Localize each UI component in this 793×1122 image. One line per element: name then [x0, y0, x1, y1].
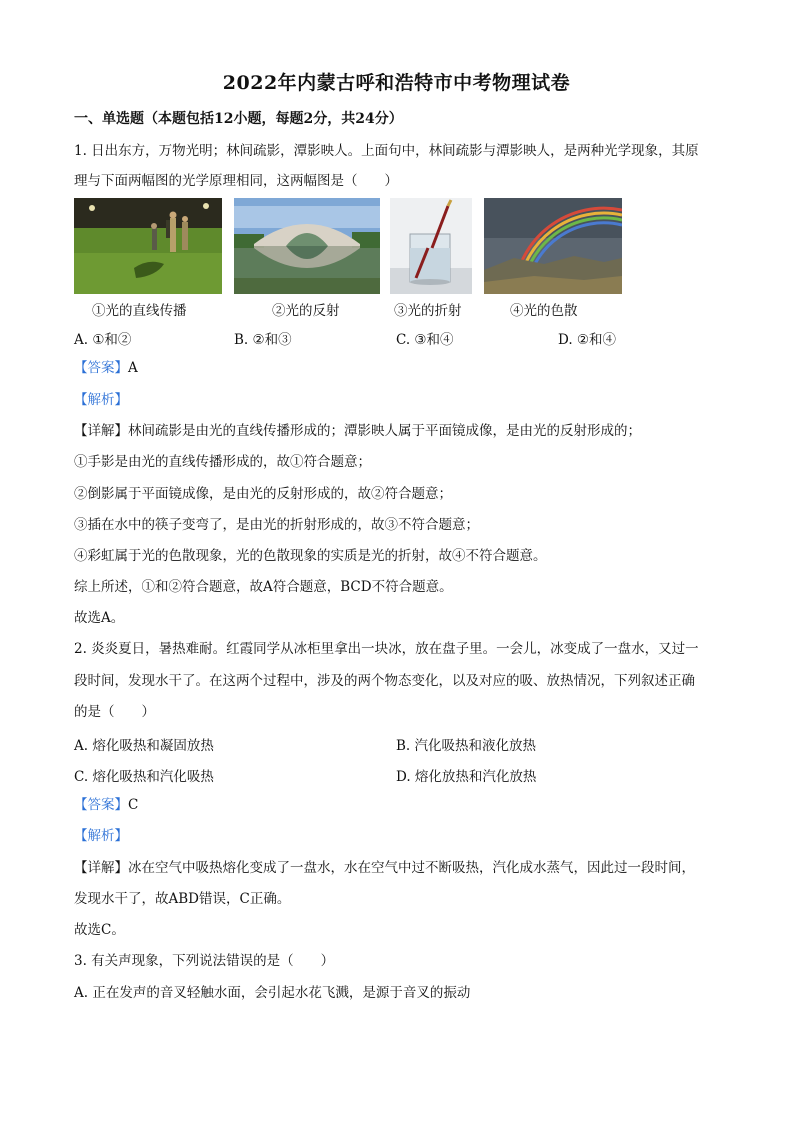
- caption-2: ②光的反射: [272, 303, 340, 319]
- q1-detail-line-1: [74, 422, 641, 440]
- q1-detail-line-2: ①手影是由光的直线传播形成的，故①符合题意；: [74, 454, 371, 470]
- q2-option-b: B. 汽化吸热和液化放热: [396, 738, 537, 754]
- answer-tag: 【答案】: [74, 360, 128, 376]
- q1-option-a: A. ①和②: [74, 332, 132, 348]
- answer-value: A: [128, 360, 138, 376]
- figure-reflection: [234, 198, 380, 319]
- answer-tag: 【答案】: [74, 797, 128, 813]
- q2-stem-line-2: 段时间，发现水干了。在这两个过程中，涉及的两个物态变化，以及对应的吸、放热情况，下列叙述正确: [74, 673, 695, 689]
- rainbow-photo: [484, 198, 622, 294]
- detail-tag: 【详解】: [74, 860, 128, 876]
- figure-dispersion: [484, 198, 622, 319]
- q3-stem: 3. 有关声现象，下列说法错误的是（ ）: [74, 953, 335, 969]
- shadow-photo: [74, 198, 222, 294]
- q2-option-c: C. 熔化吸热和汽化吸热: [74, 769, 214, 785]
- q1-detail-line-3: ②倒影属于平面镜成像，是由光的反射形成的，故②符合题意；: [74, 486, 452, 502]
- q2-option-a: A. 熔化吸热和凝固放热: [74, 738, 214, 754]
- figure-refraction: [390, 198, 472, 319]
- detail-text: 冰在空气中吸热熔化变成了一盘水，水在空气中过不断吸热，汽化成水蒸气，因此过一段时间，: [128, 860, 695, 876]
- q1-analysis-tag: 【解析】: [74, 392, 128, 408]
- q2-stem-line-3: 的是（ ）: [74, 704, 155, 720]
- q2-answer: [74, 796, 138, 814]
- caption-3: ③光的折射: [394, 303, 462, 319]
- bridge-photo: [234, 198, 380, 294]
- caption-1: ①光的直线传播: [92, 303, 187, 319]
- detail-tag: 【详解】: [74, 423, 128, 439]
- q1-choose: 故选A。: [74, 610, 125, 626]
- q3-option-a: A. 正在发声的音叉轻触水面，会引起水花飞溅，是源于音叉的振动: [74, 985, 471, 1001]
- q2-choose: 故选C。: [74, 922, 125, 938]
- q1-option-c: C. ③和④: [396, 332, 454, 348]
- q2-detail-line-2: 发现水干了，故ABD错误，C正确。: [74, 891, 291, 907]
- section-heading: 一、单选题（本题包括12小题，每题2分，共24分）: [74, 111, 403, 127]
- q1-stem-line-1: 1. 日出东方，万物光明；林间疏影，潭影映人。上面句中，林间疏影与潭影映人，是两种光学现象，其原: [74, 143, 699, 159]
- q1-option-b: B. ②和③: [234, 332, 292, 348]
- q1-option-d: D. ②和④: [558, 332, 617, 348]
- q1-stem-line-2: 理与下面两幅图的光学原理相同，这两幅图是（ ）: [74, 173, 398, 189]
- q1-figure-row: [74, 198, 634, 320]
- page-title: 2022年内蒙古呼和浩特市中考物理试卷: [222, 72, 571, 94]
- caption-4: ④光的色散: [510, 303, 578, 319]
- q1-answer: [74, 359, 138, 377]
- q1-detail-line-5: ④彩虹属于光的色散现象，光的色散现象的实质是光的折射，故④不符合题意。: [74, 548, 547, 564]
- q1-detail-line-6: 综上所述，①和②符合题意，故A符合题意，BCD不符合题意。: [74, 579, 453, 595]
- glass-photo: [390, 198, 472, 294]
- q2-option-d: D. 熔化放热和汽化放热: [396, 769, 537, 785]
- q2-stem-line-1: 2. 炎炎夏日，暑热难耐。红霞同学从冰柜里拿出一块冰，放在盘子里。一会儿，冰变成了一盘水，又过一: [74, 641, 699, 657]
- q2-detail-line-1: [74, 859, 695, 877]
- q1-detail-line-4: ③插在水中的筷子变弯了，是由光的折射形成的，故③不符合题意；: [74, 517, 479, 533]
- answer-value: C: [128, 797, 139, 813]
- figure-shadow: [74, 198, 222, 319]
- q2-analysis-tag: 【解析】: [74, 828, 128, 844]
- detail-text: 林间疏影是由光的直线传播形成的；潭影映人属于平面镜成像，是由光的反射形成的；: [128, 423, 641, 439]
